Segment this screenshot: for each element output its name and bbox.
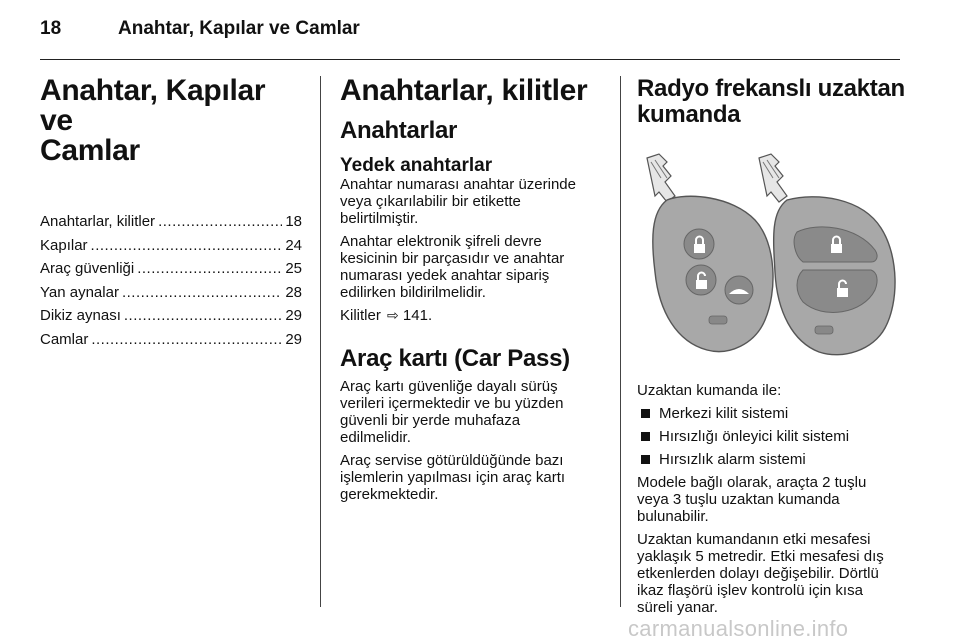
toc-entry[interactable] <box>40 284 302 308</box>
car-pass-heading: Araç kartı (Car Pass) <box>340 345 570 372</box>
toc-entry-label: Araç güvenliği <box>40 260 135 277</box>
bullet-square-icon <box>641 455 650 464</box>
toc-leader-dots <box>91 237 283 254</box>
service-paragraph: Araç servise götürüldüğünde bazı işlemlerin yapılması için araç kartı gerekmektedir. <box>340 452 566 503</box>
toc-entry-page: 29 <box>285 307 302 324</box>
remote-control-column <box>637 76 907 616</box>
chapter-title-line-2: Camlar <box>40 134 140 167</box>
bullet-square-icon <box>641 432 650 441</box>
remote-control-title: Radyo frekanslı uzaktan kumanda <box>637 75 905 128</box>
table-of-contents <box>40 213 302 354</box>
toc-entry-page: 25 <box>285 260 302 277</box>
toc-entry-label: Camlar <box>40 330 89 348</box>
toc-entry[interactable] <box>40 331 302 355</box>
list-item: Merkezi kilit sistemi <box>637 405 907 428</box>
toc-entry-page: 18 <box>285 213 302 230</box>
chapter-title <box>40 76 302 166</box>
page-reference-arrow-icon: ⇨ <box>387 307 399 323</box>
toc-entry[interactable] <box>40 260 302 284</box>
chapter-title-line-1: Anahtar, Kapılar ve <box>40 74 266 137</box>
toc-leader-dots <box>91 331 282 348</box>
bullet-square-icon <box>641 409 650 418</box>
locks-reference[interactable]: Kilitler ⇨ 141. <box>340 307 433 324</box>
toc-entry-label: Kapılar <box>40 236 88 254</box>
toc-entry-page: 29 <box>285 330 302 348</box>
page-number: 18 <box>40 18 62 39</box>
car-pass-paragraph: Araç kartı güvenliğe dayalı sürüş verileri içermektedir ve bu yüzden güvenli bir yerde muhafaza edilmelidir. <box>340 378 564 446</box>
subsection-title: Anahtarlar <box>340 117 458 144</box>
three-button-key-icon <box>647 154 773 352</box>
list-item: Hırsızlığı önleyici kilit sistemi <box>637 428 907 451</box>
spare-keys-paragraph: Anahtar numarası anahtar üzerinde veya çıkarılabilir bir etikette belirtilmiştir. <box>340 176 576 227</box>
page-header <box>40 14 900 48</box>
model-paragraph: Modele bağlı olarak, araçta 2 tuşlu veya 3 tuşlu uzaktan kumanda bulunabilir. <box>637 474 867 525</box>
toc-leader-dots <box>158 213 282 230</box>
electronic-code-paragraph: Anahtar elektronik şifreli devre kesicinin bir parçasıdır ve anahtar numarası yedek anahtar sipariş edilirken bildirilmelidir. <box>340 233 565 301</box>
spare-keys-heading: Yedek anahtarlar <box>340 155 493 176</box>
toc-entry-label: Dikiz aynası <box>40 307 121 324</box>
toc-entry-page: 28 <box>285 283 302 301</box>
toc-entry[interactable] <box>40 237 302 261</box>
running-title: Anahtar, Kapılar ve Camlar <box>118 18 360 39</box>
column-divider-2 <box>620 76 621 607</box>
column-divider-1 <box>320 76 321 607</box>
section-title: Anahtarlar, kilitler <box>340 74 588 107</box>
list-item: Hırsızlık alarm sistemi <box>637 451 907 474</box>
toc-leader-dots <box>137 260 282 277</box>
remote-keys-illustration <box>637 152 899 364</box>
feature-list <box>637 405 907 474</box>
chapter-toc-column <box>40 76 302 354</box>
watermark: carmanualsonline.info <box>628 616 849 641</box>
keys-locks-column <box>340 76 602 503</box>
header-divider <box>40 59 900 60</box>
remote-intro: Uzaktan kumanda ile: <box>637 382 782 399</box>
toc-entry-page: 24 <box>285 236 302 254</box>
two-button-key-icon <box>759 154 895 355</box>
toc-entry[interactable] <box>40 213 302 237</box>
toc-entry-label: Yan aynalar <box>40 283 119 301</box>
toc-leader-dots <box>124 307 282 324</box>
toc-leader-dots <box>122 284 282 301</box>
range-paragraph: Uzaktan kumandanın etki mesafesi yaklaşık 5 metredir. Etki mesafesi dış etkenlerden dolayı değişebilir. Dörtlü ikaz flaşörü işlev kontrolü için kısa süreli yanar. <box>637 531 884 616</box>
toc-entry[interactable] <box>40 307 302 331</box>
toc-entry-label: Anahtarlar, kilitler <box>40 213 156 230</box>
